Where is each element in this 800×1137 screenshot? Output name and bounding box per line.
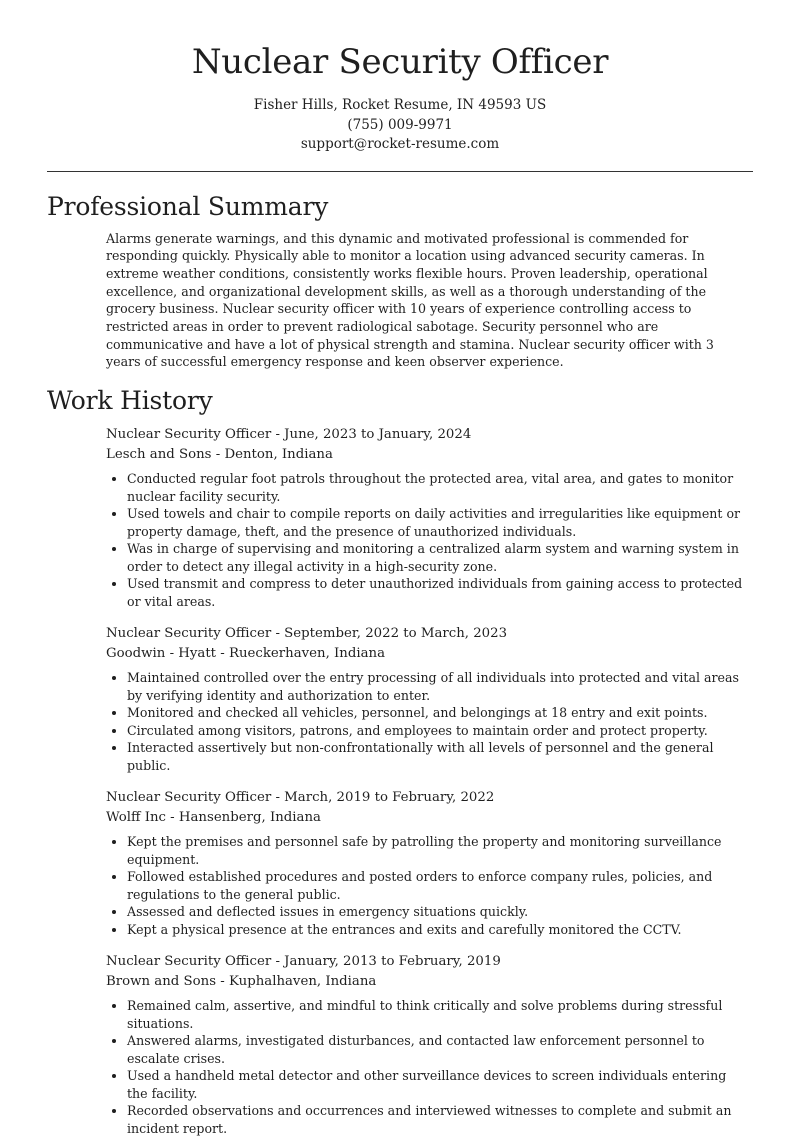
job-list: [0, 425, 800, 1137]
section-title-work-history: Work History: [47, 386, 213, 416]
resume-header: [0, 0, 800, 155]
section-title-summary: Professional Summary: [47, 191, 329, 221]
contact-phone: (755) 009-9971: [347, 116, 453, 133]
job-duty: • Assessed and deflected issues in emergency situations quickly.: [127, 903, 750, 921]
job-duty: • Circulated among visitors, patrons, and employees to maintain order and protect property.: [127, 722, 750, 740]
job-duty: • Maintained controlled over the entry processing of all individuals into protected and vital areas by verifying identity and authorization to enter.: [127, 669, 750, 704]
job-role-dates: Nuclear Security Officer - March, 2019 to February, 2022: [106, 790, 495, 806]
job-duty: • Followed established procedures and posted orders to enforce company rules, policies, and regulations to the general public.: [127, 868, 750, 903]
job-duty: • Answered alarms, investigated disturbances, and contacted law enforcement personnel to escalate crises.: [127, 1032, 750, 1067]
job-role-dates: Nuclear Security Officer - January, 2013 to February, 2019: [106, 954, 501, 970]
job-company-location: Brown and Sons - Kuphalhaven, Indiana: [106, 974, 377, 990]
job-duty: • Remained calm, assertive, and mindful to think critically and solve problems during stressful situations.: [127, 997, 750, 1032]
header-divider: [47, 171, 753, 172]
job-entry: [106, 624, 750, 774]
job-company-location: Wolff Inc - Hansenberg, Indiana: [106, 810, 321, 826]
job-role-dates: Nuclear Security Officer - June, 2023 to January, 2024: [106, 427, 472, 443]
job-company-location: Lesch and Sons - Denton, Indiana: [106, 447, 333, 463]
job-company-location: Goodwin - Hyatt - Rueckerhaven, Indiana: [106, 646, 386, 662]
job-entry: [106, 425, 750, 610]
job-entry: [106, 952, 750, 1137]
job-duty: • Conducted regular foot patrols throughout the protected area, vital area, and gates to monitor nuclear facility security.: [127, 470, 750, 505]
job-duty: • Used a handheld metal detector and other surveillance devices to screen individuals entering the facility.: [127, 1067, 750, 1102]
job-entry: [106, 788, 750, 938]
job-duty: • Recorded observations and occurrences and interviewed witnesses to complete and submit an incident report.: [127, 1102, 750, 1137]
job-role-dates: Nuclear Security Officer - September, 2022 to March, 2023: [106, 626, 508, 642]
job-duty: • Monitored and checked all vehicles, personnel, and belongings at 18 entry and exit points.: [127, 704, 750, 722]
summary-text: Alarms generate warnings, and this dynamic and motivated professional is commended for responding quickly. Physically able to monitor a location using advanced security cameras. In extreme weather conditions, consistently works flexible hours. Proven leadership, operational excellence, and organizational development skills, as well as a thorough understanding of the grocery business. Nuclear security officer with 10 years of experience controlling access to restricted areas in order to prevent radiological sabotage. Security personnel who are communicative and have a lot of physical strength and stamina. Nuclear security officer with 3 years of successful emergency response and keen observer experience.: [106, 230, 714, 370]
job-duty: • Kept a physical presence at the entrances and exits and carefully monitored the CCTV.: [127, 921, 750, 939]
job-duties: [106, 833, 750, 938]
job-duty: • Kept the premises and personnel safe by patrolling the property and monitoring surveillance equipment.: [127, 833, 750, 868]
candidate-name: Nuclear Security Officer: [191, 42, 609, 82]
job-duty: • Used transmit and compress to deter unauthorized individuals from gaining access to protected or vital areas.: [127, 575, 750, 610]
job-duties: [106, 997, 750, 1137]
job-duty: • Interacted assertively but non-confrontationally with all levels of personnel and the general public.: [127, 739, 750, 774]
contact-block: [0, 96, 800, 155]
contact-address: Fisher Hills, Rocket Resume, IN 49593 US: [253, 97, 547, 113]
job-duties: [106, 669, 750, 774]
job-duty: • Was in charge of supervising and monitoring a centralized alarm system and warning system in order to detect any illegal activity in a high-security zone.: [127, 540, 750, 575]
job-duties: [106, 470, 750, 610]
job-duty: • Used towels and chair to compile reports on daily activities and irregularities like equipment or property damage, theft, and the presence of unauthorized individuals.: [127, 505, 750, 540]
contact-email: support@rocket-resume.com: [300, 136, 500, 152]
